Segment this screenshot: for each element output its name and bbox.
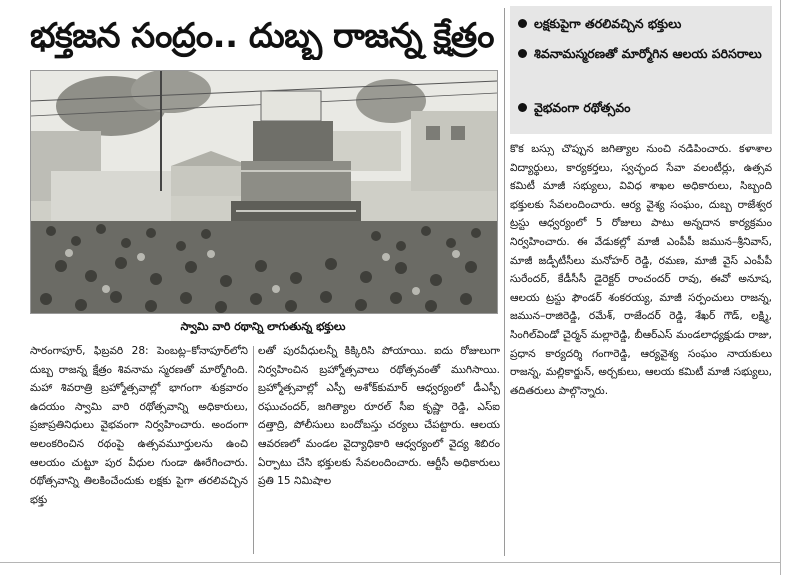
photo-caption: స్వామి వారి రథాన్ని లాగుతున్న భక్తులు [180, 320, 346, 333]
bullet-icon [518, 19, 527, 28]
bullet-icon [518, 103, 527, 112]
column-divider [504, 8, 505, 556]
clipping-edge [0, 562, 780, 563]
article-column-2: లతో పురవీధులన్నీ కిక్కిరిసి పోయాయి. ఐదు రోజులుగా నిర్వహించిన బ్రహ్మోత్సవాలు రథోత్సవంతో ముగిసాయి. బ్రహ్మోత్సవాల్లో ఎస్పీ అశోక్‌కుమార్ ఆధ్వర్యంలో డీఎస్పీ రఘుచందర్, జగిత్యాల రూరల్ సీఐ కృష్ణా రెడ్డి, ఎస్ఐ దత్తాద్రి, పోలీసులు బందోబస్తు చర్యలు చేపట్టారు. ఆలయ ఆవరణలో మండల వైద్యాధికారి ఆధ్వర్యంలో వైద్య శిబిరం ఏర్పాటు చేసి భక్తులకు సేవలందించారు. ఆర్టీసీ అధికారులు ప్రతి 15 నిమిషాల [258, 345, 500, 488]
column-divider [253, 346, 254, 554]
crowd-photo-illustration [31, 71, 497, 313]
bullet-icon [518, 49, 527, 58]
highlight-item: లక్షకుపైగా తరలివచ్చిన భక్తులు [518, 14, 764, 34]
headline: భక్తజన సంద్రం.. దుబ్బ రాజన్న క్షేత్రం [30, 16, 494, 56]
highlight-item: శివనామస్మరణతో మార్మోగిన ఆలయ పరిసరాలు [518, 44, 764, 64]
article-column-1: సారంగాపూర్, ఫిబ్రవరి 28: పెంబట్ల–కోనాపూర్‌లోని దుబ్బ రాజన్న క్షేత్రం శివనామ స్మరణతో మార్మోగింది. మహా శివరాత్రి బ్రహ్మోత్సవాల్లో భాగంగా శుక్రవారం ఉదయం స్వామి వారి రథోత్సవాన్ని అధికారులు, ప్రజాప్రతినిధులు వైభవంగా నిర్వహించారు. అందంగా అలంకరించిన రథంపై ఉత్సవమూర్తులను ఉంచి ఆలయం చుట్టూ పుర వీధుల గుండా ఊరేగించారు. రథోత్సవాన్ని తిలకించేందుకు లక్షకు పైగా తరలివచ్చిన భక్తు [30, 345, 248, 506]
clipping-edge [780, 0, 781, 575]
article-column-3: కొక బస్సు చొప్పున జగిత్యాల నుంచి నడిపించారు. కళాశాల విద్యార్థులు, కార్యకర్తలు, స్వచ్ఛంద సేవా వలంటీర్లు, ఉత్సవ కమిటీ మాజీ సభ్యులు, వివిధ శాఖల అధికారులు, సిబ్బంది భక్తులకు సేవలందించారు. ఆర్య వైశ్య సంఘం, దుబ్బ రాజేశ్వర ట్రస్టు ఆధ్వర్యంలో 5 రోజులు పాటు అన్నదాన కార్యక్రమం నిర్వహించారు. ఈ వేడుకల్లో మాజీ ఎంపీపీ జమున–శ్రీనివాస్, మాజీ జడ్పీటీసీలు మనోహర్ రెడ్డి, రమణ, మాజీ వైస్ ఎంపీపీ సురేందర్, కేడీసీసీ డైరెక్టర్ రాంచందర్ రావు, ఈవో అనూష, ఆలయ ట్రస్టు ఫౌండర్ శంకరయ్య, మాజీ సర్పంచులు రాజన్న, జమున–రాజిరెడ్డి, రమేశ్, రాజేందర్ రెడ్డి, శేఖర్ గౌడ్, లక్ష్మి, సింగిల్‌విండో చైర్మన్ మల్లారెడ్డి, బీఆర్ఎస్ మండలాధ్యక్షుడు రాజు, ప్రధాన కార్యదర్శి గంగారెడ్డి, ఆర్యవైశ్య సంఘం నాయకులు రాజన్న, మల్లికార్జున్, అర్చకులు, ఆలయ కమిటీ మాజీ సభ్యులు, తదితరులు పాల్గొన్నారు. [510, 143, 772, 397]
highlights-box [510, 6, 772, 134]
highlight-item: వైభవంగా రథోత్సవం [518, 98, 764, 118]
chariot-festival-photo [30, 70, 498, 314]
